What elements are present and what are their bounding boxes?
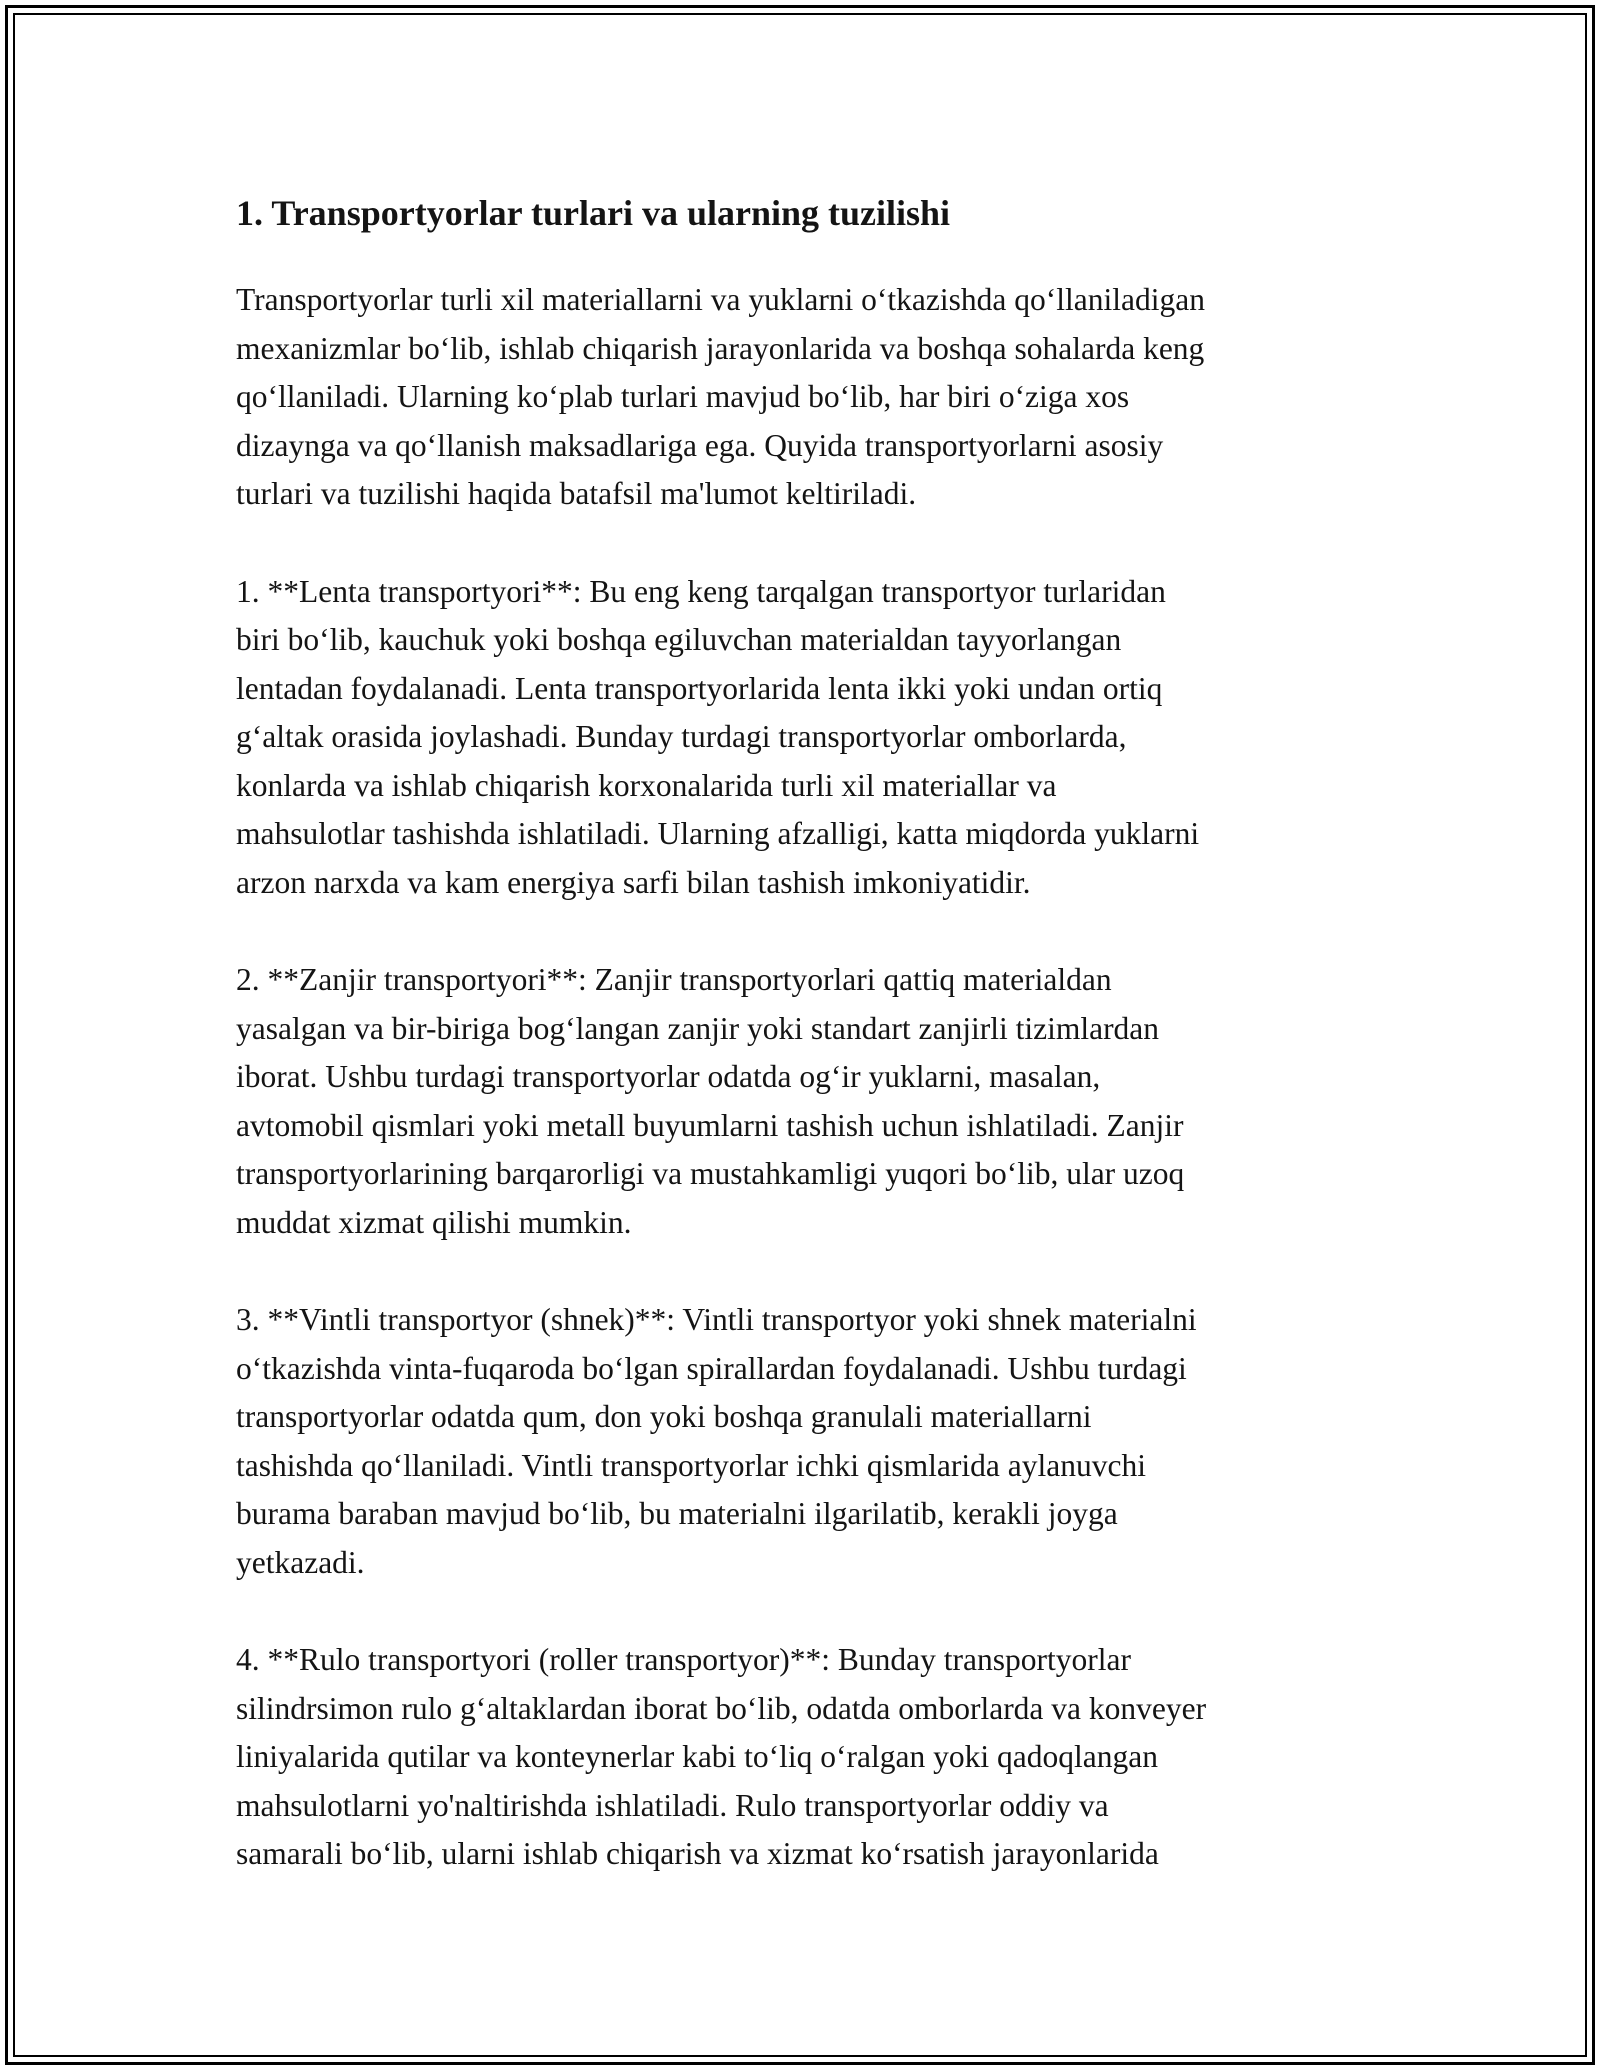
document-title: 1. Transportyorlar turlari va ularning tuzilishi bbox=[236, 193, 951, 233]
list-item-vintli-transportyor: 3. **Vintli transportyor (shnek)**: Vintli transportyor yoki shnek materialni o‘tkazishda vinta-fuqaroda bo‘lgan spirallardan foydalanadi. Ushbu turdagi transportyorlar odatda qum, don yoki boshqa granulali materiallarni tashishda qo‘llaniladi. Vintli transportyorlar ichki qismlarida aylanuvchi burama baraban mavjud bo‘lib, bu materialni ilgarilatib, kerakli joyga yetkazadi. bbox=[236, 1302, 1197, 1580]
intro-paragraph: Transportyorlar turli xil materiallarni va yuklarni o‘tkazishda qo‘llaniladigan mexanizmlar bo‘lib, ishlab chiqarish jarayonlarida va boshqa sohalarda keng qo‘llaniladi. Ularning ko‘plab turlari mavjud bo‘lib, har biri o‘ziga xos dizaynga va qo‘llanish maksadlariga ega. Quyida transportyorlarni asosiy turlari va tuzilishi haqida batafsil ma'lumot keltiriladi. bbox=[236, 282, 1205, 511]
list-item-rulo-transportyori: 4. **Rulo transportyori (roller transportyor)**: Bunday transportyorlar silindrsimon rulo g‘altaklardan iborat bo‘lib, odatda omborlarda va konveyer liniyalarida qutilar va konteynerlar kabi to‘liq o‘ralgan yoki qadoqlangan mahsulotlarni yo'naltirishda ishlatiladi. Rulo transportyorlar oddiy va samarali bo‘lib, ularni ishlab chiqarish va xizmat ko‘rsatish jarayonlarida bbox=[236, 1642, 1207, 1871]
list-item-lenta-transportyori: 1. **Lenta transportyori**: Bu eng keng tarqalgan transportyor turlaridan biri bo‘lib, kauchuk yoki boshqa egiluvchan materialdan tayyorlangan lentadan foydalanadi. Lenta transportyorlarida lenta ikki yoki undan ortiq g‘altak orasida joylashadi. Bunday turdagi transportyorlar omborlarda, konlarda va ishlab chiqarish korxonalarida turli xil materiallar va mahsulotlar tashishda ishlatiladi. Ularning afzalligi, katta miqdorda yuklarni arzon narxda va kam energiya sarfi bilan tashish imkoniyatidir. bbox=[236, 573, 1200, 900]
document-body bbox=[236, 184, 1386, 1928]
list-item-zanjir-transportyori: 2. **Zanjir transportyori**: Zanjir transportyorlari qattiq materialdan yasalgan va bir-biriga bog‘langan zanjir yoki standart zanjirli tizimlardan iborat. Ushbu turdagi transportyorlar odatda og‘ir yuklarni, masalan, avtomobil qismlari yoki metall buyumlarni tashish uchun ishlatiladi. Zanjir transportyorlarining barqarorligi va mustahkamligi yuqori bo‘lib, ular uzoq muddat xizmat qilishi mumkin. bbox=[236, 962, 1185, 1240]
